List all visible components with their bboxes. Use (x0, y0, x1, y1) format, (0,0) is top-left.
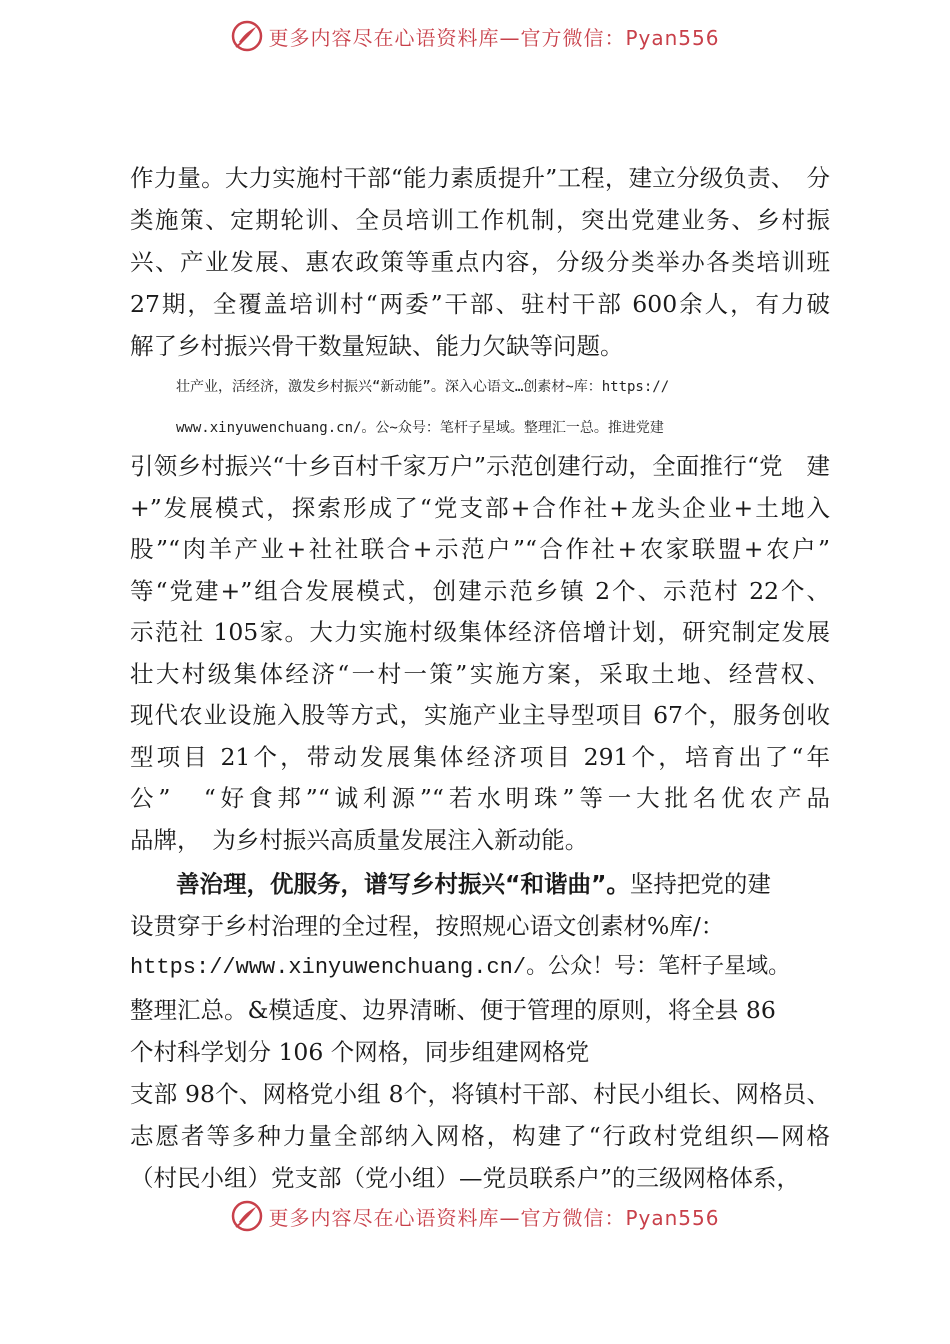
paragraph-line: 支部 98个、网格党小组 8个，将镇村干部、村民小组长、网格员、 (130, 1080, 830, 1108)
footer-banner-text: 更多内容尽在心语资料库—官方微信：Pyan556 (268, 1205, 720, 1230)
section-heading-tail: 坚持把党的建 (629, 870, 771, 898)
header-banner (0, 16, 950, 56)
paragraph-line: 志愿者等多种力量全部纳入网格，构建了“行政村党组织—网格 (130, 1122, 830, 1150)
paragraph-line: 类施策、定期轮训、全员培训工作机制，突出党建业务、乡村振 (130, 206, 830, 234)
paragraph-line: 整理汇总。&模适度、边界清晰、便于管理的原则，将全县 86 (130, 996, 776, 1024)
brush-logo-icon (230, 19, 264, 53)
paragraph-line: 作力量。大力实施村干部“能力素质提升”工程，建立分级负责、 分 (130, 164, 830, 192)
paragraph-line: 品牌， 为乡村振兴高质量发展注入新动能。 (130, 826, 589, 854)
footer-banner (0, 1196, 950, 1236)
paragraph-line: 现代农业设施入股等方式，实施产业主导型项目 67个，服务创收 (130, 701, 830, 729)
paragraph-line: 27期，全覆盖培训村“两委”干部、驻村干部 600余人，有力破 (130, 290, 830, 318)
section-heading: 善治理，优服务，谱写乡村振兴“和谐曲”。 (176, 870, 630, 898)
paragraph-line: https://www.xinyuwenchuang.cn/。公众！号：笔杆子星域。 (130, 955, 791, 980)
paragraph-line: 示范社 105家。大力实施村级集体经济倍增计划，研究制定发展 (130, 618, 830, 646)
paragraph-line: 公” “好食邦”“诚利源”“若水明珠”等一大批名优农产品 (130, 784, 830, 812)
paragraph-line: 型项目 21个，带动发展集体经济项目 291个，培育出了“年 (130, 743, 830, 771)
section-heading-line (176, 864, 771, 904)
paragraph-line: 股”“肉羊产业+社社联合+示范户”“合作社+农家联盟+农户” (130, 535, 830, 563)
note-line: 壮产业，活经济，激发乡村振兴“新动能”。深入心语文…创素材~库：https:// (176, 379, 670, 395)
paragraph-line: （村民小组）党支部（党小组）—党员联系户”的三级网格体系， (130, 1164, 801, 1192)
paragraph-line: 解了乡村振兴骨干数量短缺、能力欠缺等问题。 (130, 332, 624, 360)
paragraph-line: 设贯穿于乡村治理的全过程，按照规心语文创素材%库/： (130, 912, 725, 940)
note-line: www.xinyuwenchuang.cn/。公~众号：笔杆子星域。整理汇一总。推进党建 (176, 420, 664, 436)
paragraph-line: 引领乡村振兴“十乡百村千家万户”示范创建行动，全面推行“党 建 (130, 452, 830, 480)
paragraph-line: 兴、产业发展、惠农政策等重点内容，分级分类举办各类培训班 (130, 248, 830, 276)
paragraph-line: 等“党建+”组合发展模式，创建示范乡镇 2个、示范村 22个、 (130, 577, 830, 605)
brush-logo-icon (230, 1199, 264, 1233)
paragraph-line: +”发展模式，探索形成了“党支部+合作社+龙头企业+土地入 (130, 494, 830, 522)
paragraph-line: 壮大村级集体经济“一村一策”实施方案，采取土地、经营权、 (130, 660, 830, 688)
paragraph-line: 个村科学划分 106 个网格，同步组建网格党 (130, 1038, 590, 1066)
header-banner-text: 更多内容尽在心语资料库—官方微信：Pyan556 (268, 25, 720, 50)
